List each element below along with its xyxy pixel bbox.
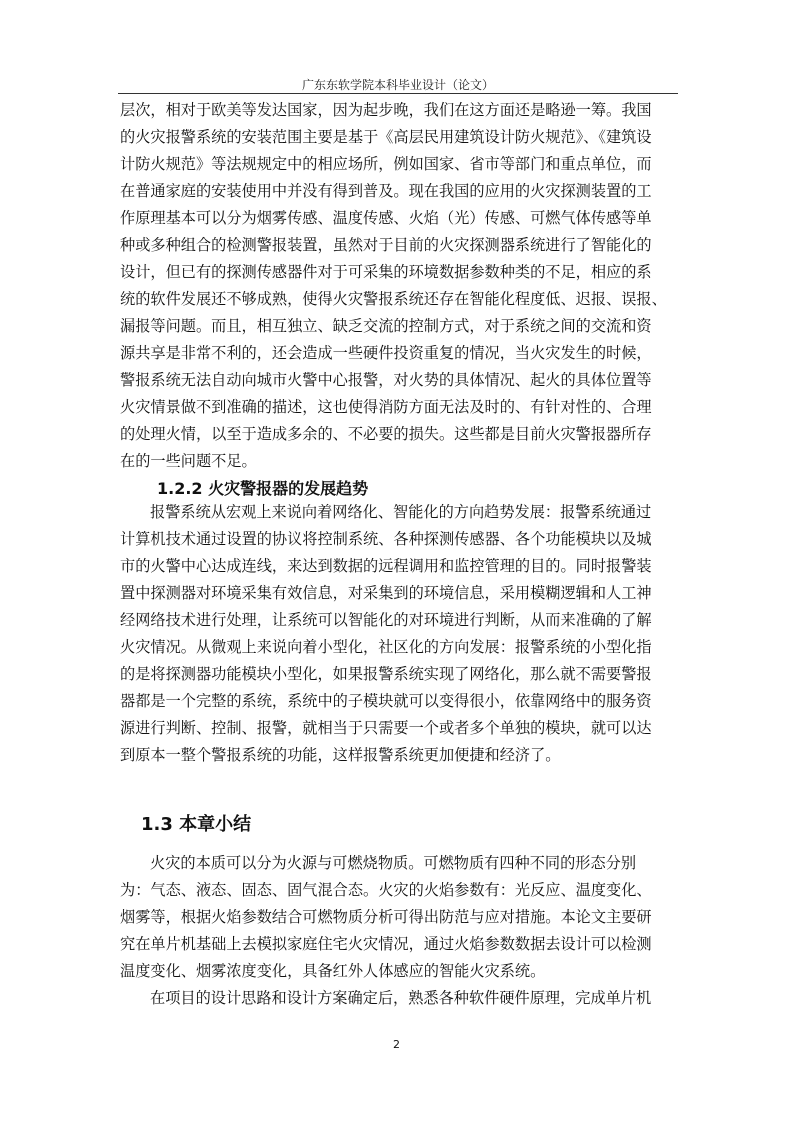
text-line: 作原理基本可以分为烟雾传感、温度传感、火焰（光）传感、可燃气体传感等单 bbox=[120, 209, 652, 227]
text-line: 置中探测器对环境采集有效信息，对采集到的环境信息，采用模糊逻辑和人工神 bbox=[120, 584, 652, 602]
text-line: 市的火警中心达成连线，来达到数据的远程调用和监控管理的目的。同时报警装 bbox=[120, 557, 652, 575]
text-line: 种或多种组合的检测警报装置，虽然对于目前的火灾探测器系统进行了智能化的 bbox=[120, 236, 652, 254]
text-line: 到原本一整个警报系统的功能，这样报警系统更加便捷和经济了。 bbox=[120, 746, 561, 764]
text-line: 在普通家庭的安装使用中并没有得到普及。现在我国的应用的火灾探测装置的工 bbox=[120, 182, 652, 200]
text-line: 为：气态、液态、固态、固气混合态。火灾的火焰参数有：光反应、温度变化、 bbox=[120, 881, 652, 899]
header-divider bbox=[118, 93, 678, 94]
text-line: 火灾情况。从微观上来说向着小型化，社区化的方向发展：报警系统的小型化指 bbox=[120, 638, 652, 656]
page-number: 2 bbox=[393, 1038, 400, 1051]
text-line: 温度变化、烟雾浓度变化，具备红外人体感应的智能火灾系统。 bbox=[120, 962, 546, 980]
text-line: 的是将探测器功能模块小型化，如果报警系统实现了网络化，那么就不需要警报 bbox=[120, 665, 652, 683]
text-line: 设计，但已有的探测传感器件对于可采集的环境数据参数种类的不足，相应的系 bbox=[120, 263, 652, 281]
text-line: 统的软件发展还不够成熟，使得火灾警报系统还存在智能化程度低、迟报、误报、 bbox=[120, 290, 667, 308]
text-line: 的处理火情，以至于造成多余的、不必要的损失。这些都是目前火灾警报器所存 bbox=[120, 425, 652, 443]
text-line: 究在单片机基础上去模拟家庭住宅火灾情况，通过火焰参数数据去设计可以检测 bbox=[120, 935, 652, 953]
text-line: 源进行判断、控制、报警，就相当于只需要一个或者多个单独的模块，就可以达 bbox=[120, 719, 652, 737]
text-line: 经网络技术进行处理，让系统可以智能化的对环境进行判断，从而来准确的了解 bbox=[120, 611, 652, 629]
text-line: 计防火规范》等法规规定中的相应场所，例如国家、省市等部门和重点单位，而 bbox=[120, 155, 652, 173]
text-line: 火灾情景做不到准确的描述，这也使得消防方面无法及时的、有针对性的、合理 bbox=[120, 398, 652, 416]
text-line: 计算机技术通过设置的协议将控制系统、各种探测传感器、各个功能模块以及城 bbox=[120, 530, 652, 548]
text-line: 报警系统从宏观上来说向着网络化、智能化的方向趋势发展：报警系统通过 bbox=[150, 503, 652, 521]
section-heading-1-2-2: 1.2.2 火灾警报器的发展趋势 bbox=[157, 479, 369, 498]
text-line: 警报系统无法自动向城市火警中心报警，对火势的具体情况、起火的具体位置等 bbox=[120, 371, 652, 389]
text-line: 烟雾等，根据火焰参数结合可燃物质分析可得出防范与应对措施。本论文主要研 bbox=[120, 908, 652, 926]
text-line: 漏报等问题。而且，相互独立、缺乏交流的控制方式，对于系统之间的交流和资 bbox=[120, 317, 652, 335]
page-header: 广东东软学院本科毕业设计（论文） bbox=[301, 78, 494, 92]
section-heading-1-3: 1.3 本章小结 bbox=[141, 814, 252, 835]
text-line: 器都是一个完整的系统，系统中的子模块就可以变得很小，依靠网络中的服务资 bbox=[120, 692, 652, 710]
text-line: 在的一些问题不足。 bbox=[120, 452, 257, 470]
text-line: 在项目的设计思路和设计方案确定后，熟悉各种软件硬件原理，完成单片机 bbox=[150, 989, 652, 1007]
text-line: 层次，相对于欧美等发达国家，因为起步晚，我们在这方面还是略逊一筹。我国 bbox=[120, 101, 652, 119]
text-line: 源共享是非常不利的，还会造成一些硬件投资重复的情况，当火灾发生的时候， bbox=[120, 344, 652, 362]
text-line: 火灾的本质可以分为火源与可燃烧物质。可燃物质有四种不同的形态分别 bbox=[150, 854, 636, 872]
text-line: 的火灾报警系统的安装范围主要是基于《高层民用建筑设计防火规范》、《建筑设 bbox=[120, 128, 652, 146]
